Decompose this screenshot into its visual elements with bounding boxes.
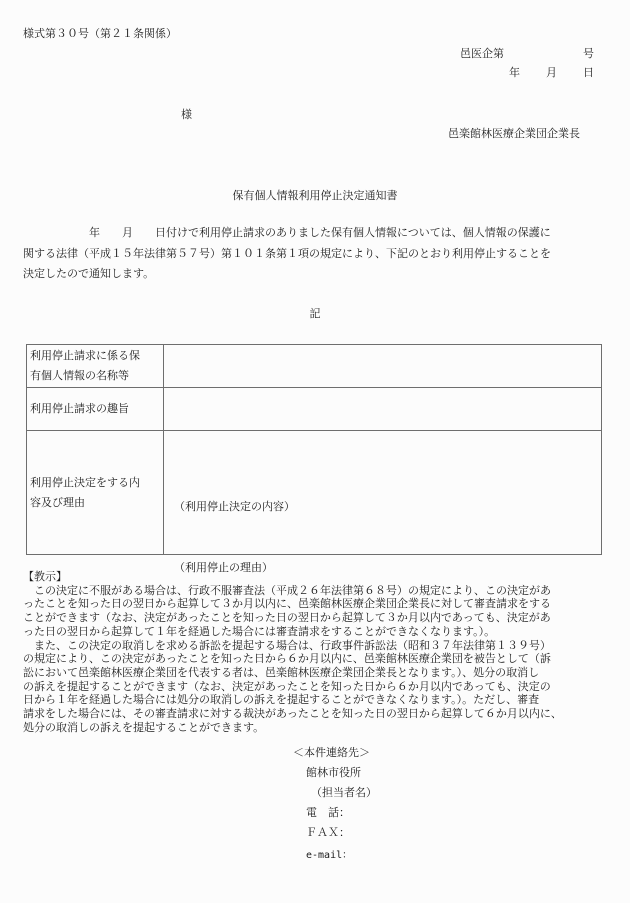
body-paragraph [23,223,608,285]
document-title: 保有個人情報利用停止決定通知書 [232,189,398,202]
date-month-label: 月 [546,66,557,79]
request-purpose-field[interactable] [164,388,602,431]
document-number-prefix: 邑医企第 [460,47,504,60]
notice-line: 日から１年を経過した場合には処分の取消しの訴えを提起することができなくなります。）。ただし、審査 [23,693,540,707]
notice-line: の規定により、この決定があったことを知った日から６か月以内に、邑楽館林医療企業団を被告として（訴 [23,652,551,666]
row-label-line: 容及び理由 [30,495,85,509]
date-year-label: 年 [509,66,520,79]
notice-line: 処分の取消しの訴えを提起することができます。 [23,720,265,734]
decision-reason-sublabel: （利用停止の理由） [174,560,273,574]
notice-line: 請求をした場合には、その審査請求に対する裁決があったことを知った日の翌日から起算して６か月以内に、 [23,707,562,721]
notice-heading: 【教示】 [23,570,67,583]
date-day-label: 日 [583,66,594,79]
notice-line: ことができます（なお、決定があったことを知った日の翌日から起算して３か月以内であっても、決定があ [23,611,551,625]
personal-info-name-field[interactable] [164,345,602,388]
row-label [27,388,164,431]
notice-line: 訟において邑楽館林医療企業団を代表する者は、邑楽館林医療企業団企業長となります。）、処分の取消し [23,665,540,679]
detail-table [26,344,602,574]
contact-email-label: e-mail： [306,850,353,861]
row-label-line: 利用停止請求に係る保 [30,349,140,362]
row-label [27,345,164,388]
document-number-suffix: 号 [583,47,594,60]
notice-line: また、この決定の取消しを求める訴訟を提起する場合は、行政事件訴訟法（昭和３７年法律第１３９号） [23,638,551,652]
notice-line: この決定に不服がある場合は、行政不服審査法（平成２６年法律第６８号）の規定により、この決定があ [23,583,551,597]
row-label [27,431,164,555]
body-line: 年 月 日付けで利用停止請求のありました保有個人情報については、個人情報の保護に [23,226,551,239]
contact-person: （担当者名） [311,786,377,799]
notice-line: ったことを知った日の翌日から起算して３か月以内に、邑楽館林医療企業団企業長に対して審査請求をする [23,597,551,611]
ki-heading: 記 [309,307,321,320]
contact-organization: 館林市役所 [306,766,361,779]
table-row [27,345,602,388]
row-label-line: 有個人情報の名称等 [30,369,129,382]
row-label-line: 利用停止請求の趣旨 [30,402,129,415]
form-number: 様式第３０号（第２１条関係） [23,27,177,40]
contact-phone-label: 電 話： [306,806,350,819]
table-row [27,388,602,431]
decision-content-sublabel: （利用停止決定の内容） [174,499,295,513]
table-row [27,431,602,555]
row-label-line: 利用停止決定をする内 [30,475,140,489]
notice-line: った日の翌日から起算して１年を経過した場合には審査請求をすることができなくなります。）。 [23,624,496,638]
issuer-name: 邑楽館林医療企業団企業長 [448,127,580,140]
contact-fax-label: ＦＡＸ： [306,826,350,839]
body-line: 決定したので通知します。 [23,267,155,280]
decision-content-reason-field[interactable] [164,431,602,574]
contact-heading: ＜本件連絡先＞ [293,746,370,759]
notice-section [23,570,613,734]
body-line: 関する法律（平成１５年法律第５７号）第１０１条第１項の規定により、下記のとおり利用停止することを [23,246,551,260]
recipient-honorific: 様 [181,108,192,121]
notice-line: の訴えを提起することができます（なお、決定があったことを知った日から６か月以内であっても、決定の [23,679,551,693]
